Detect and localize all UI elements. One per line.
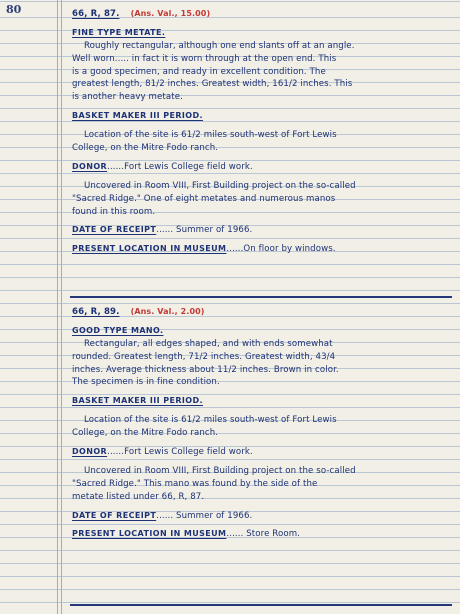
museum-location-row	[72, 528, 450, 541]
period-label: BASKET MAKER III PERIOD.	[72, 396, 203, 406]
receipt-value: ...... Summer of 1966.	[156, 510, 253, 521]
entry-header	[72, 306, 450, 319]
description-line: The specimen is in fine condition.	[72, 377, 220, 388]
location-line: College, on the Mitre Fodo ranch.	[72, 428, 219, 439]
period-label: BASKET MAKER III PERIOD.	[72, 111, 203, 121]
receipt-label: DATE OF RECEIPT	[72, 510, 157, 520]
description-line: Well worn..... in fact it is worn through at the open end. This	[72, 53, 337, 64]
entry-separator	[70, 604, 452, 606]
page-number: 80	[6, 3, 22, 16]
location-line: College, on the Mitre Fodo ranch.	[72, 143, 219, 154]
margin-line	[61, 0, 62, 614]
description-line: is a good specimen, and ready in excellent condition. The	[72, 66, 326, 77]
receipt-row	[72, 224, 450, 237]
specimen-type: FINE TYPE METATE.	[72, 27, 166, 37]
donor-value: ......Fort Lewis College field work.	[107, 161, 253, 172]
uncovered-line: metate listed under 66, R, 87.	[72, 491, 205, 502]
receipt-row	[72, 510, 450, 523]
receipt-label: DATE OF RECEIPT	[72, 225, 157, 235]
entry-header	[72, 8, 450, 21]
appraised-value: (Ans. Val., 15.00)	[130, 9, 211, 18]
museum-location-value: ......On floor by windows.	[226, 244, 336, 255]
catalog-number: 66, R, 87.	[72, 9, 120, 19]
donor-label: DONOR	[72, 161, 108, 171]
donor-value: ......Fort Lewis College field work.	[107, 447, 253, 458]
donor-label: DONOR	[72, 447, 108, 457]
catalog-entry	[72, 306, 450, 541]
uncovered-line: Uncovered in Room VIII, First Building project on the so-called	[84, 180, 356, 191]
appraised-value: (Ans. Val., 2.00)	[130, 307, 205, 316]
description-line: is another heavy metate.	[72, 92, 183, 103]
museum-location-value: ...... Store Room.	[226, 529, 300, 540]
catalog-number: 66, R, 89.	[72, 307, 120, 317]
description-line: Rectangular, all edges shaped, and with ends somewhat	[84, 338, 333, 349]
description-line: greatest length, 81/2 inches. Greatest width, 161/2 inches. This	[72, 79, 353, 90]
museum-location-label: PRESENT LOCATION IN MUSEUM	[72, 244, 227, 254]
donor-row	[72, 161, 450, 174]
entry-separator	[70, 296, 452, 298]
catalog-entry	[72, 8, 450, 256]
museum-location-row	[72, 243, 450, 256]
donor-row	[72, 446, 450, 459]
description-line: rounded. Greatest length, 71/2 inches. Greatest width, 43/4	[72, 351, 336, 362]
location-line: Location of the site is 61/2 miles south-west of Fort Lewis	[84, 415, 337, 426]
description-line: inches. Average thickness about 11/2 inches. Brown in color.	[72, 364, 339, 375]
museum-location-label: PRESENT LOCATION IN MUSEUM	[72, 529, 227, 539]
description-line: Roughly rectangular, although one end slants off at an angle.	[84, 40, 355, 51]
uncovered-line: "Sacred Ridge." This mano was found by the side of the	[72, 478, 318, 489]
uncovered-line: found in this room.	[72, 206, 156, 217]
specimen-type: GOOD TYPE MANO.	[72, 325, 164, 335]
location-line: Location of the site is 61/2 miles south-west of Fort Lewis	[84, 130, 337, 141]
uncovered-line: Uncovered in Room VIII, First Building project on the so-called	[84, 465, 356, 476]
uncovered-line: "Sacred Ridge." One of eight metates and numerous manos	[72, 193, 336, 204]
receipt-value: ...... Summer of 1966.	[156, 225, 253, 236]
margin-line	[57, 0, 58, 614]
